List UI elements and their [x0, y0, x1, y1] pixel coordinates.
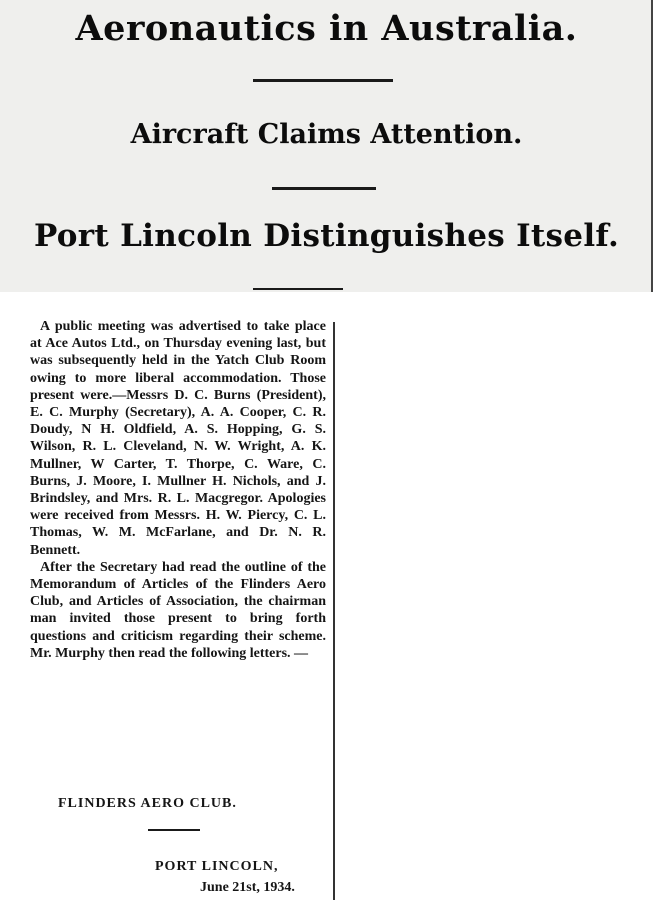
column-divider	[333, 322, 335, 900]
main-headline: Aeronautics in Australia.	[75, 8, 578, 49]
article-paragraph-meeting: A public meeting was advertised to take place at Ace Autos Ltd., on Thursday evening last, but was subsequently held in the Yatch Club Room owing to more liberal accommodation. Those present were.—Messrs D. C. Burns (President), E. C. Murphy (Secretary), A. A. Cooper, C. R. Doudy, N H. Oldfield, A. S. Hopping, G. S. Wilson, R. L. Cleveland, N. W. Wright, A. K. Mullner, W Carter, T. Thorpe, C. Ware, C. Burns, J. Moore, I. Mullner H. Nichols, and J. Brindsley, and Mrs. R. L. Macgregor. Apologies were received from Messrs. H. W. Piercy, C. L. Thomas, W. M. McFarlane, and Dr. N. R. Bennett.	[30, 319, 326, 558]
subheadline-divider	[272, 187, 376, 190]
headline-divider	[253, 79, 393, 82]
section-divider	[253, 288, 343, 290]
letter-date: June 21st, 1934.	[200, 880, 295, 895]
letter-place: PORT LINCOLN,	[155, 859, 279, 874]
letter-divider	[148, 829, 200, 831]
subheadline-port-lincoln: Port Lincoln Distinguishes Itself.	[33, 218, 620, 254]
headline-panel	[0, 0, 653, 292]
article-body	[30, 318, 326, 662]
letter-organisation: FLINDERS AERO CLUB.	[58, 796, 237, 811]
subheadline-aircraft: Aircraft Claims Attention.	[130, 119, 523, 150]
article-paragraph-secretary: After the Secretary had read the outline of the Memorandum of Articles of the Flinders Aero Club, and Articles of Association, the chairman man invited those present to bring forth questions and criticism regarding their scheme. Mr. Murphy then read the following letters. —	[30, 559, 326, 661]
